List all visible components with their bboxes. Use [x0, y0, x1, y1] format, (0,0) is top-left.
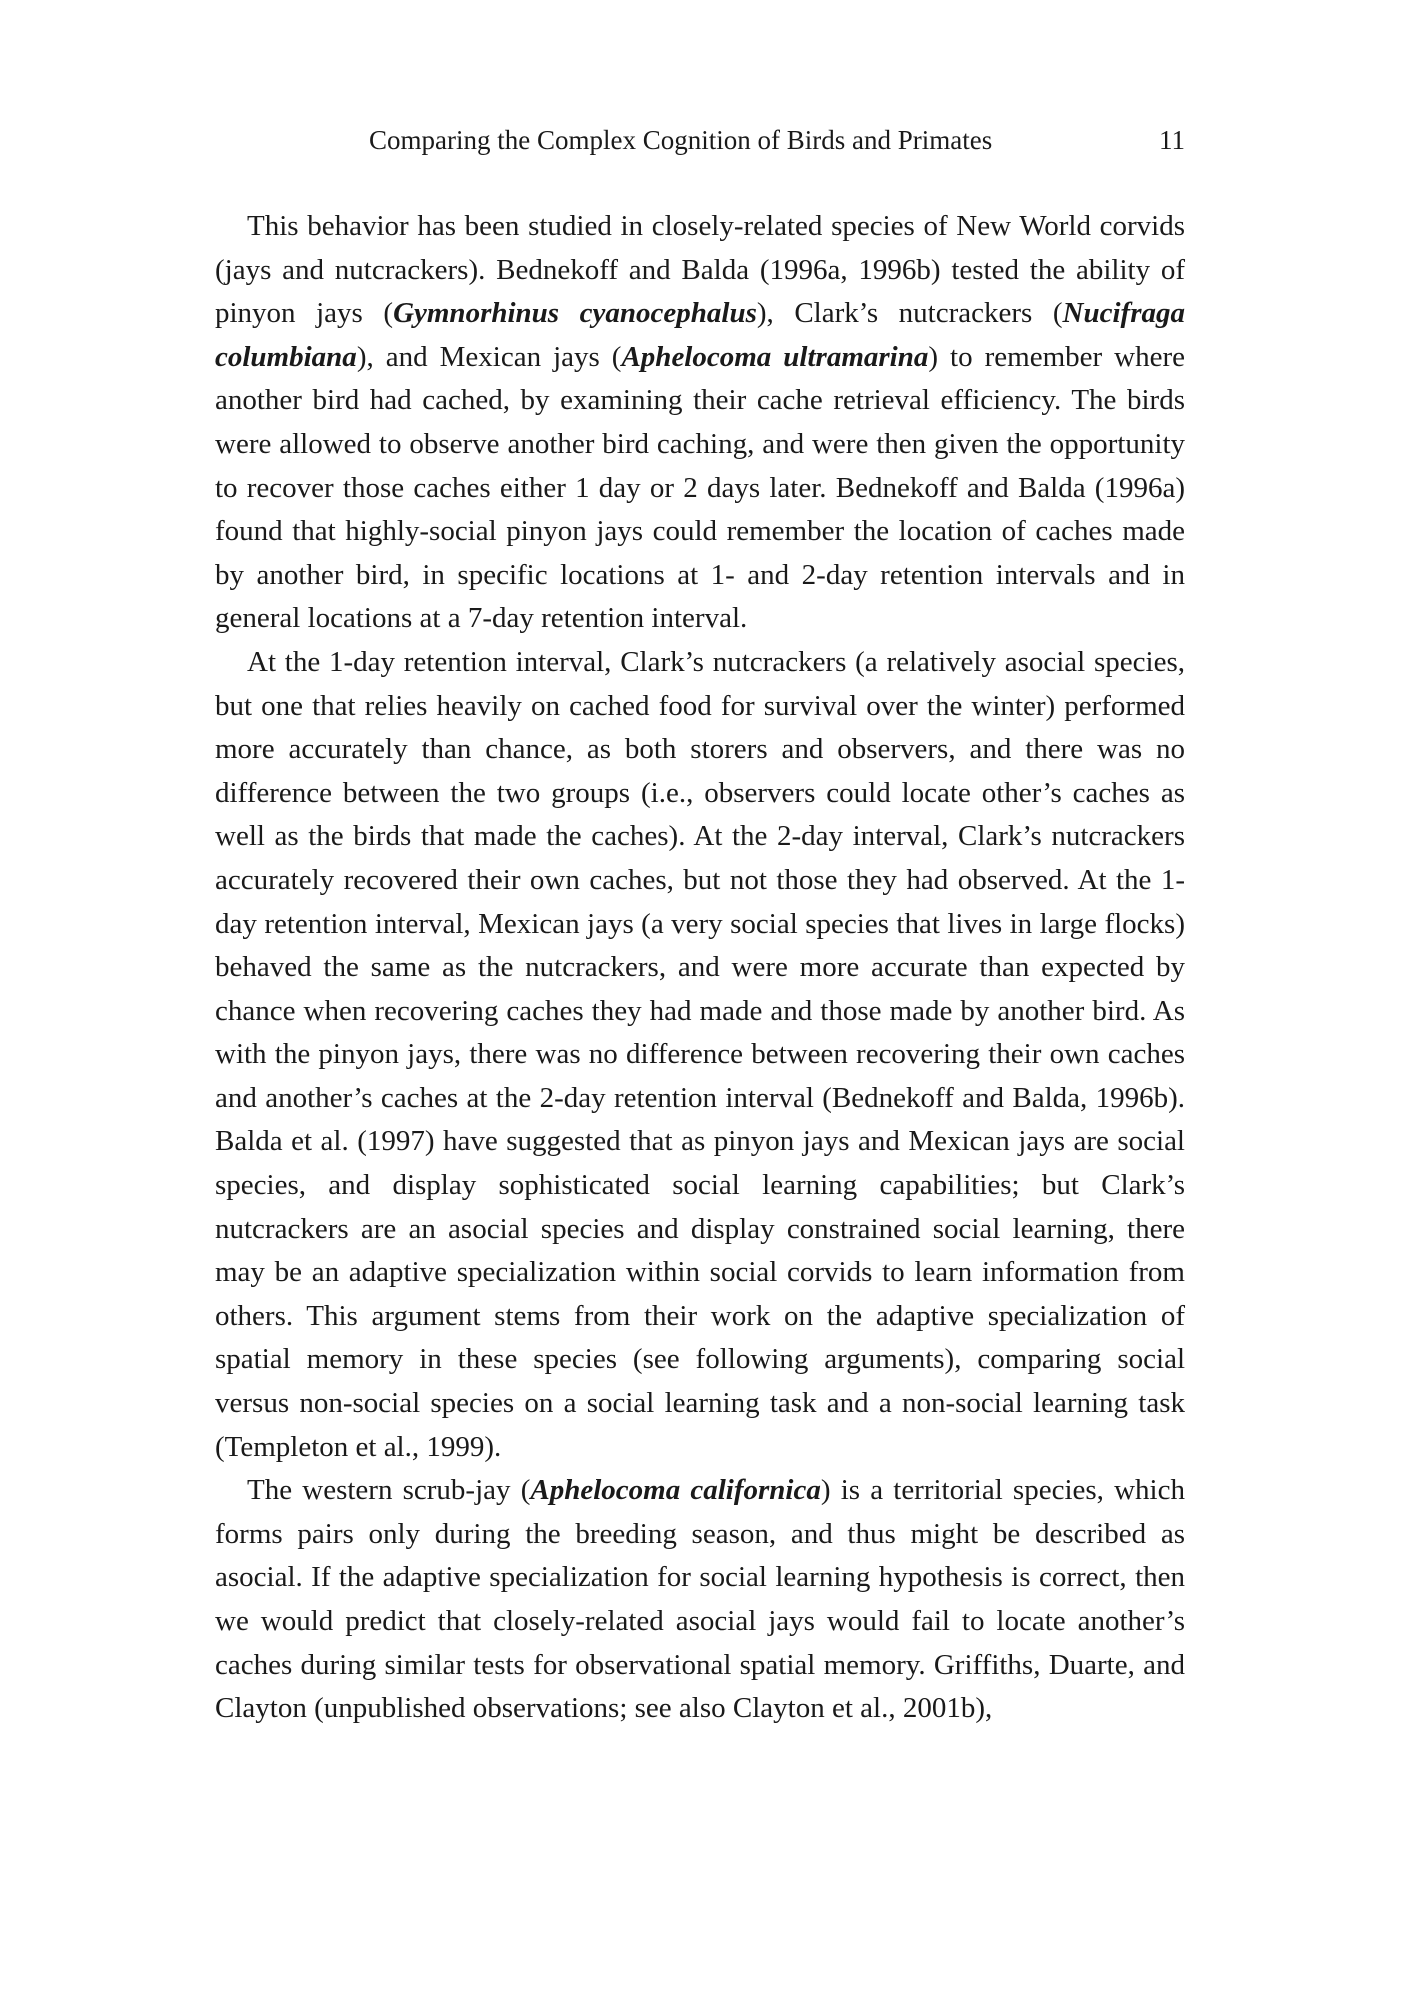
- text-segment: This behavior has been studied in closely-related species of New World corvids (jays and nutcrackers). Bednekoff and Balda (1996a, 1996b) tested the ability of pinyon jays (: [215, 210, 1185, 330]
- text-segment: ), and Mexican jays (: [356, 340, 622, 373]
- text-segment: ), Clark’s nutcrackers (: [756, 297, 1063, 330]
- species-name: Gymnorhinus cyanocephalus: [393, 297, 757, 330]
- page-number: 11: [1159, 125, 1185, 155]
- body-text: [215, 205, 1185, 1731]
- text-segment: ) to remember where another bird had cached, by examining their cache retrieval efficiency. The birds were allowed to observe another bird caching, and were then given the opportunity to recover those caches either 1 day or 2 days later. Bednekoff and Balda (1996a) found that highly-social pinyon jays could remember the location of caches made by another bird, in specific locations at 1- and 2-day retention intervals and in general locations at a 7-day retention interval.: [215, 340, 1186, 635]
- species-name: Nucifraga columbiana: [215, 297, 1185, 373]
- text-segment: ) is a territorial species, which forms pairs only during the breeding season, and thus might be described as asocial. If the adaptive specialization for social learning hypothesis is correct, then we would predict that closely-related asocial jays would fail to locate another’s caches during similar tests for observational spatial memory. Griffiths, Duarte, and Clayton (unpublished observations; see also Clayton et al., 2001b),: [215, 1474, 1185, 1725]
- paragraph-1: [215, 205, 1185, 641]
- paragraph-3: [215, 1469, 1185, 1731]
- species-name: Aphelocoma ultramarina: [621, 340, 929, 373]
- text-segment: At the 1-day retention interval, Clark’s nutcrackers (a relatively asocial species, but one that relies heavily on cached food for survival over the winter) performed more accurately than chance, as both storers and observers, and there was no difference between the two groups (i.e., observers could locate other’s caches as well as the birds that made the caches). At the 2-day interval, Clark’s nutcrackers accurately recovered their own caches, but not those they had observed. At the 1-day retention interval, Mexican jays (a very social species that lives in large flocks) behaved the same as the nutcrackers, and were more accurate than expected by chance when recovering caches they had made and those made by another bird. As with the pinyon jays, there was no difference between recovering their own caches and another’s caches at the 2-day retention interval (Bednekoff and Balda, 1996b). Balda et al. (1997) have suggested that as pinyon jays and Mexican jays are social species, and display sophisticated social learning capabilities; but Clark’s nutcrackers are an asocial species and display constrained social learning, there may be an adaptive specialization within social corvids to learn information from others. This argument stems from their work on the adaptive specialization of spatial memory in these species (see following arguments), comparing social versus non-social species on a social learning task and a non-social learning task (Templeton et al., 1999).: [215, 645, 1185, 1463]
- running-title: Comparing the Complex Cognition of Birds and Primates: [369, 125, 993, 155]
- text-segment: The western scrub-jay (: [247, 1474, 531, 1507]
- species-name: Aphelocoma californica: [530, 1474, 821, 1507]
- running-head: [215, 120, 1185, 160]
- paragraph-2: [215, 641, 1185, 1469]
